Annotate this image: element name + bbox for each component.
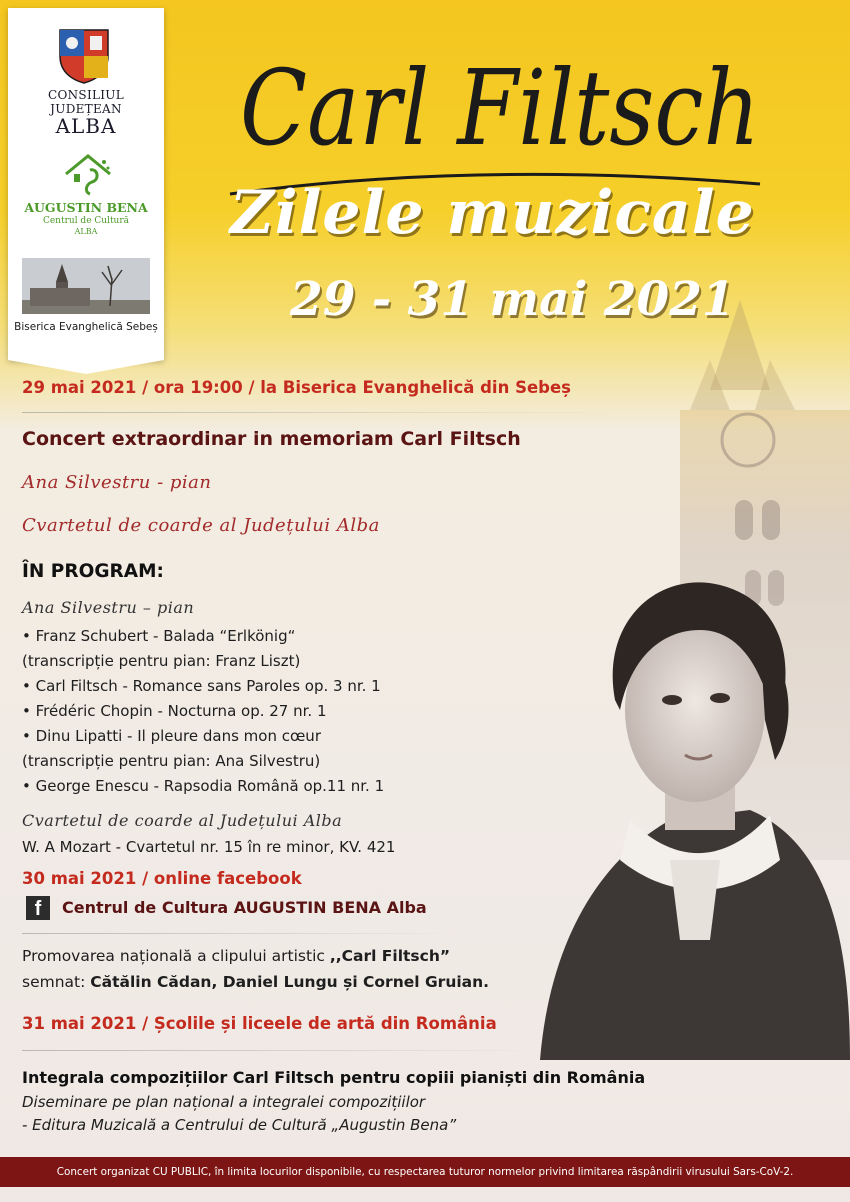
festival-title: Zilele muzicale xyxy=(230,178,755,248)
footer-banner: Concert organizat CU PUBLIC, în limita locurilor disponibile, cu respectarea tuturor normelor privind limitarea răspândirii virusului Sars-CoV-2. xyxy=(0,1157,850,1187)
program-section-quartet: Cvartetul de coarde al Județului Alba xyxy=(22,811,343,830)
promo-signed-prefix: semnat: xyxy=(22,973,91,991)
divider xyxy=(22,412,622,413)
program-heading: ÎN PROGRAM: xyxy=(22,561,164,582)
church-photo xyxy=(22,258,150,314)
promo-prefix: Promovarea națională a clipului artistic xyxy=(22,947,325,965)
signature-text: Carl Filtsch xyxy=(240,47,760,169)
divider xyxy=(22,933,462,934)
culture-center-name: AUGUSTIN BENA xyxy=(24,200,148,215)
promo-line xyxy=(22,947,450,965)
integral-title: Integrala compozițiilor Carl Filtsch pentru copiii pianiști din România xyxy=(22,1068,646,1087)
program-section-piano: Ana Silvestru – pian xyxy=(22,598,195,617)
divider xyxy=(22,1050,542,1051)
culture-center-house-icon xyxy=(60,150,116,200)
facebook-page-link[interactable]: Centrul de Cultura AUGUSTIN BENA Alba xyxy=(62,898,427,917)
promo-authors: Cătălin Cădan, Daniel Lungu și Cornel Gruian. xyxy=(90,973,490,991)
promo-signed-line xyxy=(22,973,489,991)
integral-subtitle-2: - Editura Muzicală a Centrului de Cultură „Augustin Bena” xyxy=(22,1116,457,1134)
performer-quartet: Cvartetul de coarde al Județului Alba xyxy=(22,515,380,536)
integral-subtitle-1: Diseminare pe plan național a integralei compozițiilor xyxy=(22,1093,426,1111)
program-item: • Franz Schubert - Balada “Erlkönig“ xyxy=(22,627,296,645)
day3-date-line: 31 mai 2021 / Școlile și liceele de artă din România xyxy=(22,1014,497,1033)
quartet-item: W. A Mozart - Cvartetul nr. 15 în re minor, KV. 421 xyxy=(22,838,396,856)
culture-center-subtitle: Centrul de Cultură xyxy=(42,216,130,226)
partner-logos-panel xyxy=(8,8,164,360)
facebook-icon[interactable]: f xyxy=(26,896,50,920)
council-name-line3: ALBA xyxy=(55,114,117,138)
church-caption: Biserica Evanghelică Sebeș xyxy=(14,321,158,333)
program-item: (transcripție pentru pian: Ana Silvestru) xyxy=(22,752,321,770)
council-name-line2: JUDEȚEAN xyxy=(50,102,122,116)
day1-date-line: 29 mai 2021 / ora 19:00 / la Biserica Evanghelică din Sebeș xyxy=(22,378,571,397)
concert-title: Concert extraordinar in memoriam Carl Filtsch xyxy=(22,428,521,450)
council-name-line1: CONSILIUL xyxy=(48,88,124,102)
promo-clip-title: ,,Carl Filtsch” xyxy=(329,947,451,965)
program-item: (transcripție pentru pian: Franz Liszt) xyxy=(22,652,301,670)
program-item: • Carl Filtsch - Romance sans Paroles op. 3 nr. 1 xyxy=(22,677,381,695)
culture-center-city: ALBA xyxy=(74,227,98,236)
program-item: • Dinu Lipatti - Il pleure dans mon cœur xyxy=(22,727,321,745)
alba-coat-of-arms-icon xyxy=(56,26,112,84)
day2-date-line: 30 mai 2021 / online facebook xyxy=(22,869,302,888)
performer-pianist: Ana Silvestru - pian xyxy=(22,472,212,493)
program-item: • Frédéric Chopin - Nocturna op. 27 nr. 1 xyxy=(22,702,327,720)
carl-filtsch-portrait xyxy=(520,560,850,1060)
program-item: • George Enescu - Rapsodia Română op.11 nr. 1 xyxy=(22,777,385,795)
festival-dates: 29 - 31 mai 2021 xyxy=(290,272,735,327)
